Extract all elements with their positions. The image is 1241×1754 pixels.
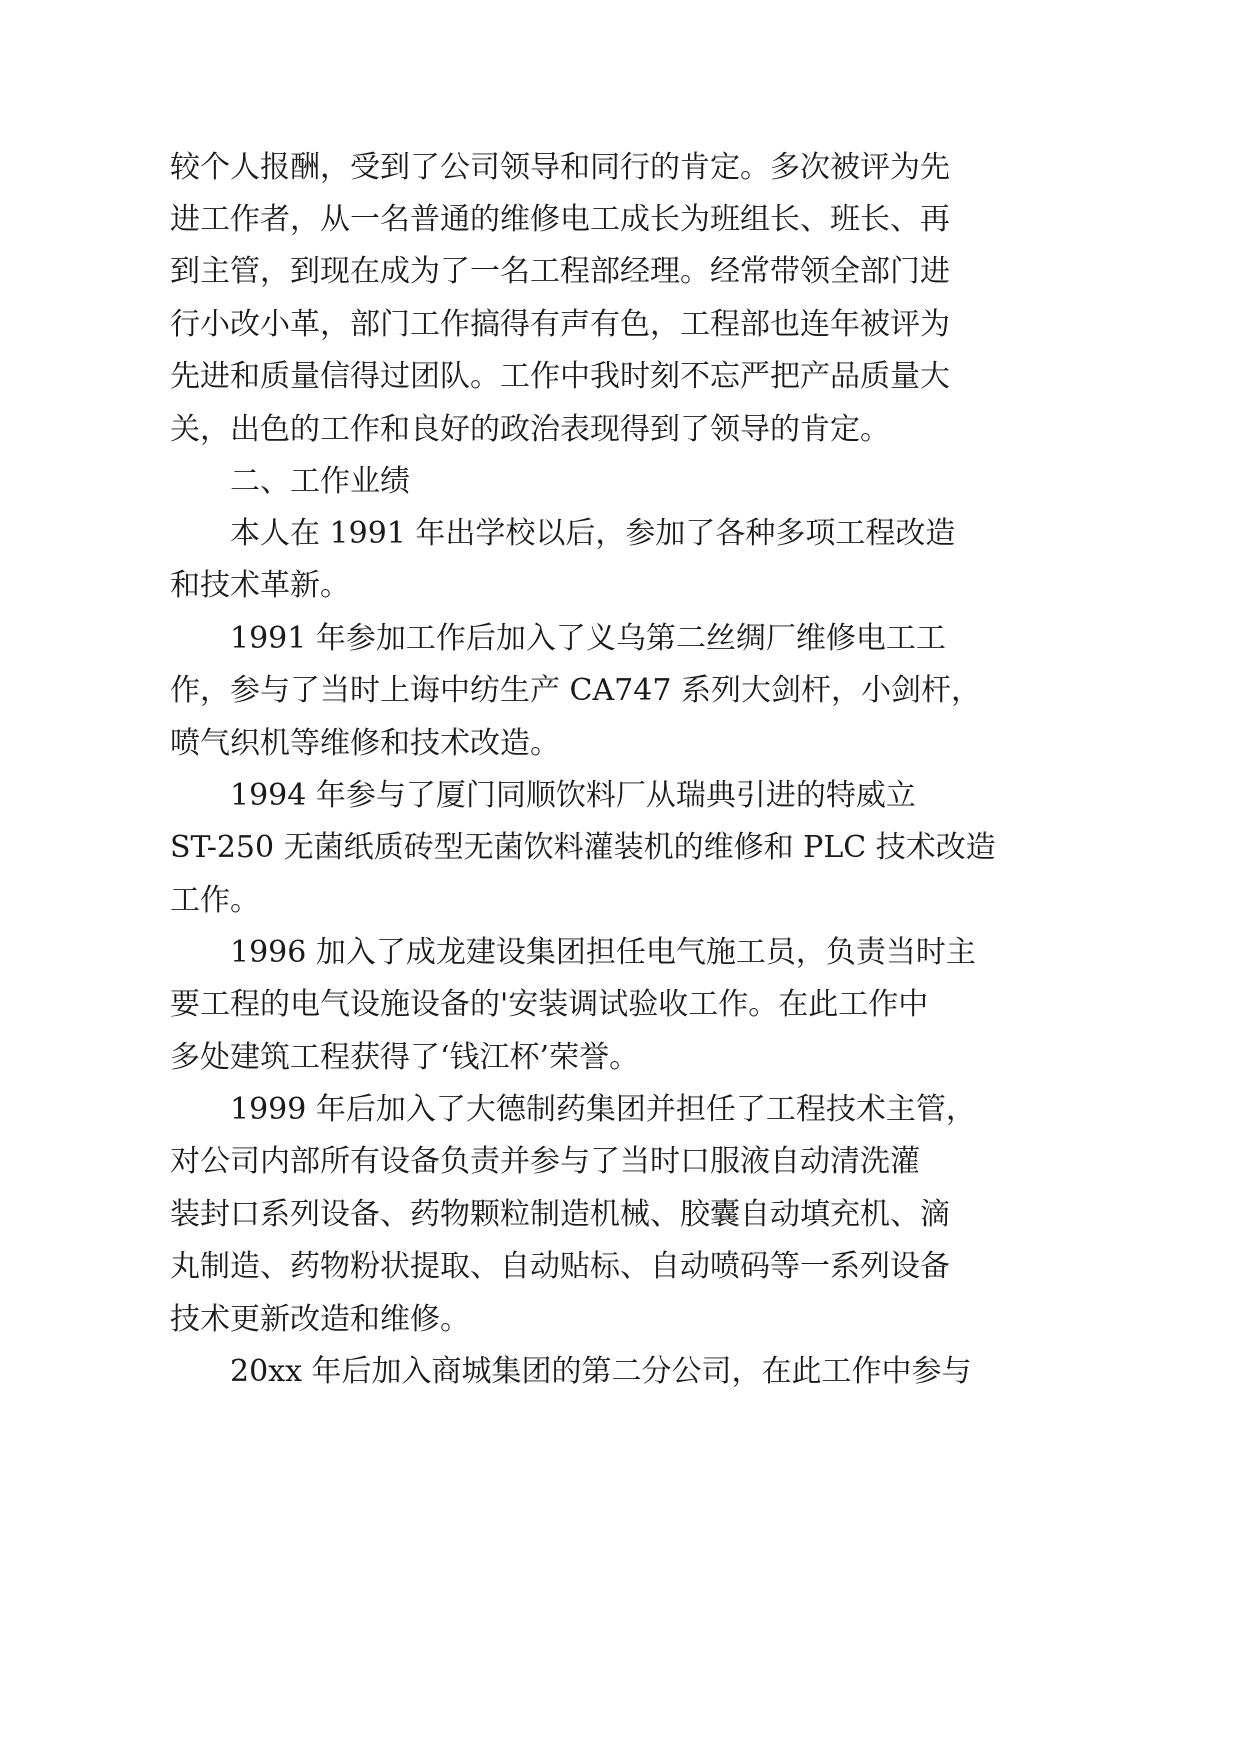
- text-line: 1996 加入了成龙建设集团担任电气施工员，负责当时主: [230, 935, 976, 970]
- text-line: ST-250 无菌纸质砖型无菌饮料灌装机的维修和 PLC 技术改造: [170, 830, 996, 865]
- text-line: 1991 年参加工作后加入了义乌第二丝绸厂维修电工工: [230, 621, 946, 656]
- text-line: 技术更新改造和维修。: [170, 1302, 470, 1337]
- text-line: 20xx 年后加入商城集团的第二分公司，在此工作中参与: [230, 1354, 972, 1389]
- text-line: 1999 年后加入了大德制药集团并担任了工程技术主管，: [230, 1092, 976, 1127]
- text-line: 1994 年参与了厦门同顺饮料厂从瑞典引进的特威立: [230, 778, 916, 813]
- text-line: 到主管，到现在成为了一名工程部经理。经常带领全部门进: [170, 254, 950, 289]
- text-line: 要工程的电气设施设备的'安装调试验收工作。在此工作中: [170, 987, 929, 1022]
- text-line: 行小改小革，部门工作搞得有声有色，工程部也连年被评为: [170, 307, 950, 342]
- text-line: 先进和质量信得过团队。工作中我时刻不忘严把产品质量大: [170, 359, 950, 394]
- text-line: 装封口系列设备、药物颗粒制造机械、胶囊自动填充机、滴: [170, 1197, 950, 1232]
- text-line: 丸制造、药物粉状提取、自动贴标、自动喷码等一系列设备: [170, 1249, 950, 1284]
- text-line: 对公司内部所有设备负责并参与了当时口服液自动清洗灌: [170, 1144, 920, 1179]
- text-line: 关，出色的工作和良好的政治表现得到了领导的肯定。: [170, 412, 890, 447]
- text-line: 工作。: [170, 883, 260, 918]
- text-line: 本人在 1991 年出学校以后，参加了各种多项工程改造: [230, 516, 956, 551]
- text-line: 多处建筑工程获得了‘钱江杯’荣誉。: [170, 1040, 640, 1075]
- section-heading: 二、工作业绩: [230, 464, 410, 499]
- text-line: 喷气织机等维修和技术改造。: [170, 726, 560, 761]
- text-line: 进工作者，从一名普通的维修电工成长为班组长、班长、再: [170, 202, 950, 237]
- text-line: 较个人报酬，受到了公司领导和同行的肯定。多次被评为先: [170, 150, 950, 185]
- text-line: 和技术革新。: [170, 568, 350, 603]
- text-line: 作，参与了当时上诲中纺生产 CA747 系列大剑杆，小剑杆，: [170, 673, 981, 708]
